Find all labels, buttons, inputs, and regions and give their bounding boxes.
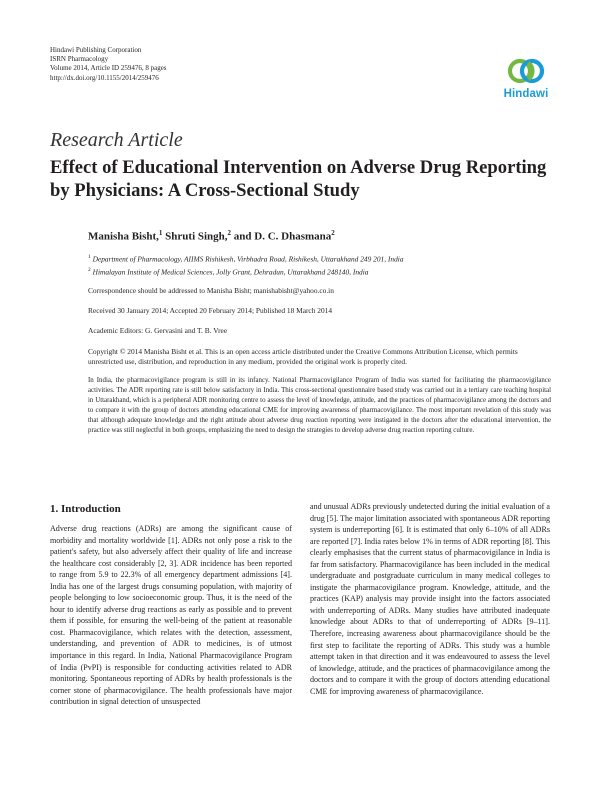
- hindawi-wordmark: Hindawi: [503, 88, 549, 100]
- section-heading: 1. Introduction: [50, 503, 121, 515]
- author-affiliation-mark: 2: [331, 229, 335, 237]
- correspondence: Correspondence should be addressed to Manisha Bisht; manishabisht@yahoo.co.in: [88, 286, 334, 295]
- abstract: In India, the pharmacovigilance program is still in its infancy. National Pharmacovigilance Program of India was started for facilitating the pharmacovigilance activities. The ADR reporting rate is still below satisfactory in India. This cross-sectional questionnaire based study was carried out in a tertiary care teaching hospital in Uttarakhand, which is a peripheral ADR monitoring centre to assess the level of knowledge, attitude, and the practices of pharmacovigilance among the doctors and to compare it with the group of doctors attending educational CME for improving awareness of pharmacovigilance. The most important revelation of this study was that although adequate knowledge and the right attitude about adverse drug reaction reporting were instigated in the doctors after the educational intervention, the practice was still neglectful in both groups, emphasizing the need to design the strategies to develop adverse drug reaction reporting culture.: [88, 377, 551, 435]
- publication-dates: Received 30 January 2014; Accepted 20 February 2014; Published 18 March 2014: [88, 306, 333, 315]
- copyright-notice: Copyright © 2014 Manisha Bisht et al. This is an open access article distributed under the Creative Commons Attribution License, which permits unrestricted use, distribution, and reproduction in any medium, provided the original work is properly cited.: [88, 347, 518, 367]
- author-name: Shruti Singh,: [165, 230, 228, 243]
- author-list: [88, 229, 335, 243]
- article-type: Research Article: [50, 129, 183, 151]
- body-column-left: Adverse drug reactions (ADRs) are among the significant cause of morbidity and mortality worldwide [1]. ADRs not only pose a risk to the patient's safety, but also adversely affect their quality of life and increase the healthcare cost considerably [2, 3]. ADR incidence has been reported to range from 5.9 to 22.3% of all emergency department admissions [4]. India has one of the largest drugs consuming population, with majority of people belonging to low socioeconomic group. Thus, it is the need of the hour to identify adverse drug reactions as early as possible and to prevent them if possible, for ensuring the well-being of the patient at reasonable cost. Pharmacovigilance, which relates with the detection, assessment, understanding, and prevention of ADR to medicines, is of utmost importance in this regard. In India, National Pharmacovigilance Program of India (PvPI) is responsible for conducting activities related to ADR monitoring. Spontaneous reporting of ADRs by health professionals is the corner stone of pharmacovigilance. The health professionals have major contribution in signal detection of unsuspected: [50, 524, 292, 707]
- doi-link[interactable]: http://dx.doi.org/10.1155/2014/259476: [50, 73, 159, 82]
- volume-article-id: Volume 2014, Article ID 259476, 8 pages: [50, 64, 167, 73]
- journal-name: ISRN Pharmacology: [50, 55, 109, 64]
- journal-header: [50, 46, 167, 83]
- publisher-name: Hindawi Publishing Corporation: [50, 46, 142, 54]
- affiliation-item: $^1$ Department of Pharmacology, AIIMS Rishikesh, Virbhadra Road, Rishikesh, Uttarakhand 249 201, India: [88, 254, 404, 264]
- body-column-right: and unusual ADRs previously undetected during the initial evaluation of a drug [5]. The major limitation associated with spontaneous ADR reporting system is underreporting [6]. It is estimated that only 6–10% of all ADRs are reported [7]. India rates below 1% in terms of ADR reporting [8]. This clearly emphasises that the current status of pharmacovigilance in India is far from satisfactory. Pharmacovigilance has been included in the medical undergraduate and postgraduate curriculum in many medical colleges to instigate the pharmacovigilance program. Knowledge, attitude, and the practices (KAP) analysis may provide insight into the factors associated with underreporting of ADRs. Many studies have attributed inadequate knowledge about ADRs to that of underreporting of ADRs [9–11]. Therefore, increasing awareness about pharmacovigilance should be the first step to facilitate the reporting of ADRs. This study was a humble attempt taken in that direction and it was endeavoured to assess the level of knowledge, attitude, and the practices of pharmacovigilance among the doctors and to compare it with the group of doctors attending educational CME for improving awareness of pharmacovigilance.: [310, 502, 550, 696]
- affiliation-item: $^2$ Himalayan Institute of Medical Sciences, Jolly Grant, Dehradun, Uttarakhand 248140, India: [88, 267, 369, 277]
- author-name: and D. C. Dhasmana: [233, 230, 332, 243]
- affiliations: [88, 252, 404, 278]
- author-affiliation-mark: 1: [158, 229, 163, 237]
- article-title: Effect of Educational Intervention on Adverse Drug Reporting by Physicians: A Cross-Sectional Study: [50, 157, 547, 201]
- author-name: Manisha Bisht,: [88, 230, 159, 243]
- author-affiliation-mark: 2: [227, 229, 232, 237]
- academic-editors: Academic Editors: G. Gervasini and T. B. Vree: [88, 326, 228, 335]
